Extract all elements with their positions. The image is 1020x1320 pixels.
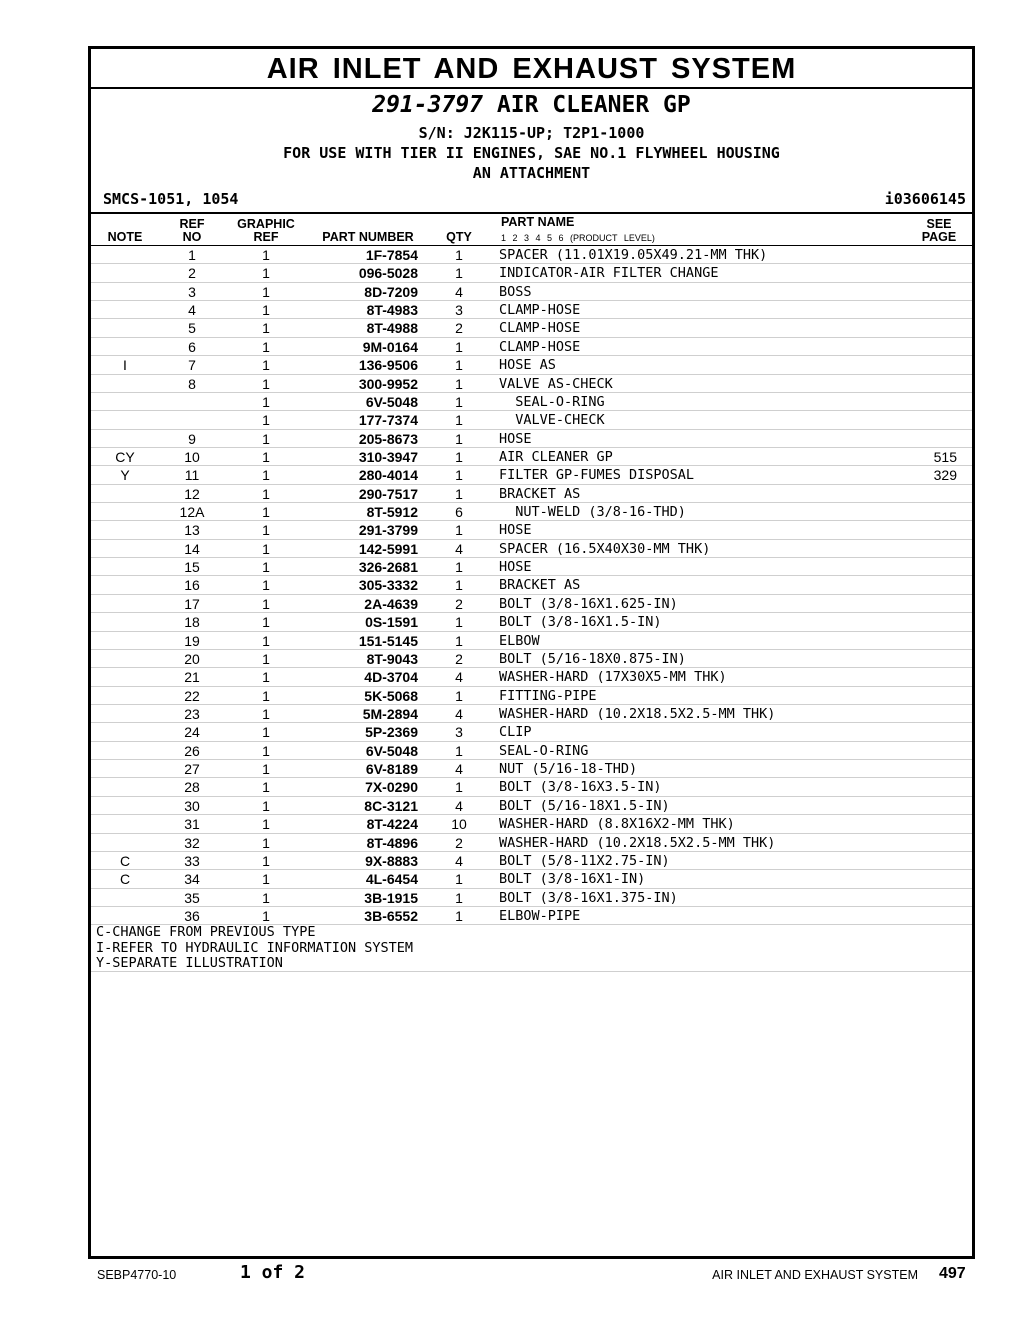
- cell-graphic-ref: 1: [262, 889, 270, 906]
- cell-ref-no: 10: [184, 448, 200, 465]
- cell-part-name: BOLT (3/8-16X3.5-IN): [499, 779, 662, 796]
- illustration-id: i03606145: [884, 190, 966, 208]
- table-row: [91, 411, 972, 429]
- cell-part-name: BOLT (5/8-11X2.75-IN): [499, 852, 670, 869]
- cell-graphic-ref: 1: [262, 907, 270, 924]
- table-row: [91, 723, 972, 741]
- table-row: [91, 448, 972, 466]
- table-row: [91, 650, 972, 668]
- cell-qty: 1: [455, 632, 463, 649]
- table-row: [91, 375, 972, 393]
- cell-part-name: BOLT (5/16-18X1.5-IN): [499, 797, 670, 814]
- cell-graphic-ref: 1: [262, 871, 270, 888]
- cell-graphic-ref: 1: [262, 742, 270, 759]
- cell-part-name: CLAMP-HOSE: [499, 320, 581, 337]
- cell-ref-no: 9: [188, 430, 196, 447]
- cell-qty: 1: [455, 375, 463, 392]
- cell-part-number: 151-5145: [358, 632, 418, 649]
- cell-part-name: SPACER (16.5X40X30-MM THK): [499, 540, 711, 557]
- cell-part-number: 290-7517: [358, 485, 418, 502]
- cell-part-number: 8T-4896: [366, 834, 418, 851]
- cell-qty: 1: [455, 907, 463, 924]
- cell-part-number: 7X-0290: [365, 779, 418, 796]
- table-row: [91, 540, 972, 558]
- cell-part-name: VALVE-CHECK: [499, 412, 605, 429]
- cell-part-number: 177-7374: [358, 412, 418, 429]
- cell-qty: 4: [455, 761, 463, 778]
- cell-part-name: FITTING-PIPE: [499, 687, 597, 704]
- cell-qty: 4: [455, 540, 463, 557]
- cell-part-name: HOSE: [499, 522, 532, 539]
- cell-graphic-ref: 1: [262, 687, 270, 704]
- cell-part-number: 8T-4224: [366, 816, 418, 833]
- cell-graphic-ref: 1: [262, 797, 270, 814]
- cell-graphic-ref: 1: [262, 724, 270, 741]
- cell-qty: 1: [455, 889, 463, 906]
- cell-part-number: 6V-8189: [365, 761, 418, 778]
- cell-qty: 1: [455, 338, 463, 355]
- cell-ref-no: 2: [188, 265, 196, 282]
- table-row: [91, 356, 972, 374]
- col-header-see-page-line2: PAGE: [921, 230, 957, 244]
- group-name: AIR CLEANER GP: [496, 92, 691, 118]
- cell-graphic-ref: 1: [262, 283, 270, 300]
- cell-graphic-ref: 1: [262, 247, 270, 263]
- cell-qty: 4: [455, 797, 463, 814]
- cell-qty: 1: [455, 522, 463, 539]
- table-row: [91, 246, 972, 264]
- col-header-see-page: [909, 218, 969, 244]
- cell-ref-no: 27: [184, 761, 200, 778]
- cell-part-number: 9M-0164: [362, 338, 418, 355]
- cell-ref-no: 23: [184, 705, 200, 722]
- cell-qty: 2: [455, 650, 463, 667]
- cell-part-name: NUT (5/16-18-THD): [499, 761, 638, 778]
- cell-see-page: 515: [933, 448, 957, 465]
- cell-part-number: 136-9506: [358, 357, 418, 374]
- table-row: [91, 834, 972, 852]
- table-row: [91, 668, 972, 686]
- cell-ref-no: 31: [184, 816, 200, 833]
- cell-note: I: [123, 357, 127, 374]
- cell-graphic-ref: 1: [262, 522, 270, 539]
- cell-part-name: BOLT (5/16-18X0.875-IN): [499, 650, 686, 667]
- table-row: [91, 797, 972, 815]
- cell-graphic-ref: 1: [262, 467, 270, 484]
- cell-graphic-ref: 1: [262, 669, 270, 686]
- cell-qty: 6: [455, 504, 463, 521]
- cell-ref-no: 30: [184, 797, 200, 814]
- cell-part-number: 291-3799: [358, 522, 418, 539]
- cell-part-number: 326-2681: [358, 559, 418, 576]
- cell-graphic-ref: 1: [262, 650, 270, 667]
- table-row: [91, 576, 972, 594]
- cell-part-number: 8T-4988: [366, 320, 418, 337]
- table-row: [91, 742, 972, 760]
- cell-note: CY: [115, 448, 135, 465]
- cell-part-number: 8T-5912: [366, 504, 418, 521]
- cell-part-number: 3B-6552: [364, 907, 418, 924]
- col-header-ref-no: [171, 218, 213, 244]
- cell-part-name: BOLT (3/8-16X1.625-IN): [499, 595, 678, 612]
- note-hydraulic: I-REFER TO HYDRAULIC INFORMATION SYSTEM: [96, 939, 413, 956]
- table-row: [91, 319, 972, 337]
- cell-qty: 1: [455, 559, 463, 576]
- col-header-see-page-line1: SEE: [926, 217, 952, 231]
- cell-graphic-ref: 1: [262, 614, 270, 631]
- cell-part-name: SPACER (11.01X19.05X49.21-MM THK): [499, 247, 768, 263]
- cell-part-number: 3B-1915: [364, 889, 418, 906]
- cell-qty: 1: [455, 430, 463, 447]
- serial-number-range: S/N: J2K115-UP; T2P1-1000: [418, 124, 645, 142]
- cell-graphic-ref: 1: [262, 357, 270, 374]
- cell-part-number: 305-3332: [358, 577, 418, 594]
- cell-ref-no: 36: [184, 907, 200, 924]
- footer-doc-number: SEBP4770-10: [97, 1268, 177, 1282]
- header-divider: [91, 212, 972, 214]
- cell-part-number: 6V-5048: [365, 393, 418, 410]
- cell-part-name: SEAL-O-RING: [499, 742, 589, 759]
- cell-part-name: WASHER-HARD (17X30X5-MM THK): [499, 669, 727, 686]
- cell-ref-no: 13: [184, 522, 200, 539]
- cell-graphic-ref: 1: [262, 834, 270, 851]
- cell-qty: 1: [455, 357, 463, 374]
- cell-part-number: 5M-2894: [362, 705, 418, 722]
- table-row: [91, 870, 972, 888]
- table-row: [91, 889, 972, 907]
- cell-qty: 1: [455, 265, 463, 282]
- cell-part-number: 5P-2369: [365, 724, 418, 741]
- cell-part-name: WASHER-HARD (10.2X18.5X2.5-MM THK): [499, 705, 776, 722]
- cell-part-number: 1F-7854: [365, 247, 418, 263]
- footer-section: AIR INLET AND EXHAUST SYSTEM: [712, 1268, 918, 1282]
- cell-graphic-ref: 1: [262, 504, 270, 521]
- cell-qty: 1: [455, 467, 463, 484]
- cell-graphic-ref: 1: [262, 632, 270, 649]
- cell-part-name: WASHER-HARD (8.8X16X2-MM THK): [499, 816, 735, 833]
- cell-graphic-ref: 1: [262, 430, 270, 447]
- cell-part-name: FILTER GP-FUMES DISPOSAL: [499, 467, 695, 484]
- cell-graphic-ref: 1: [262, 302, 270, 319]
- cell-ref-no: 6: [188, 338, 196, 355]
- cell-graphic-ref: 1: [262, 816, 270, 833]
- cell-ref-no: 17: [184, 595, 200, 612]
- table-row: [91, 907, 972, 925]
- cell-qty: 4: [455, 852, 463, 869]
- table-row: [91, 760, 972, 778]
- cell-part-number: 5K-5068: [364, 687, 418, 704]
- cell-part-number: 0S-1591: [365, 614, 418, 631]
- cell-graphic-ref: 1: [262, 485, 270, 502]
- cell-part-name: CLAMP-HOSE: [499, 302, 581, 319]
- cell-part-name: CLIP: [499, 724, 532, 741]
- table-row: [91, 264, 972, 282]
- cell-qty: 3: [455, 724, 463, 741]
- cell-qty: 2: [455, 320, 463, 337]
- cell-qty: 1: [455, 485, 463, 502]
- section-title: AIR INLET AND EXHAUST SYSTEM: [91, 49, 972, 89]
- cell-ref-no: 20: [184, 650, 200, 667]
- cell-part-name: ELBOW-PIPE: [499, 907, 581, 924]
- cell-qty: 2: [455, 595, 463, 612]
- footer-page-number: 497: [939, 1265, 966, 1282]
- footer-page-of: 1 of 2: [240, 1262, 306, 1283]
- cell-part-name: WASHER-HARD (10.2X18.5X2.5-MM THK): [499, 834, 776, 851]
- cell-ref-no: 1: [188, 247, 196, 263]
- cell-qty: 4: [455, 705, 463, 722]
- cell-part-number: 205-8673: [358, 430, 418, 447]
- cell-graphic-ref: 1: [262, 393, 270, 410]
- cell-note: Y: [120, 467, 130, 484]
- note-change: C-CHANGE FROM PREVIOUS TYPE: [96, 924, 316, 940]
- table-row: [91, 778, 972, 796]
- notes-legend: [96, 925, 413, 972]
- cell-note: C: [119, 871, 131, 888]
- cell-ref-no: 19: [184, 632, 200, 649]
- cell-qty: 1: [455, 448, 463, 465]
- cell-part-number: 300-9952: [358, 375, 418, 392]
- table-row: [91, 485, 972, 503]
- cell-qty: 4: [455, 283, 463, 300]
- cell-graphic-ref: 1: [262, 375, 270, 392]
- cell-ref-no: 12A: [179, 504, 205, 521]
- cell-part-name: BOLT (3/8-16X1-IN): [499, 871, 646, 888]
- cell-part-name: INDICATOR-AIR FILTER CHANGE: [499, 265, 719, 282]
- cell-qty: 1: [455, 871, 463, 888]
- attachment-note: AN ATTACHMENT: [472, 164, 591, 182]
- col-header-graphic-ref-line1: GRAPHIC: [237, 217, 295, 231]
- cell-part-number: 310-3947: [358, 448, 418, 465]
- cell-part-number: 6V-5048: [365, 742, 418, 759]
- cell-ref-no: 3: [188, 283, 196, 300]
- cell-ref-no: 16: [184, 577, 200, 594]
- cell-part-name: NUT-WELD (3/8-16-THD): [499, 504, 686, 521]
- col-header-note: NOTE: [107, 230, 143, 244]
- cell-part-number: 2A-4639: [364, 595, 418, 612]
- cell-part-name: HOSE: [499, 430, 532, 447]
- col-header-ref-no-line2: NO: [182, 230, 202, 244]
- cell-part-name: BOLT (3/8-16X1.5-IN): [499, 614, 662, 631]
- table-row: [91, 852, 972, 870]
- cell-graphic-ref: 1: [262, 412, 270, 429]
- cell-ref-no: 28: [184, 779, 200, 796]
- cell-qty: 1: [455, 577, 463, 594]
- cell-graphic-ref: 1: [262, 761, 270, 778]
- cell-ref-no: 33: [184, 852, 200, 869]
- table-row: [91, 632, 972, 650]
- col-header-qty: QTY: [446, 230, 472, 244]
- cell-ref-no: 14: [184, 540, 200, 557]
- cell-graphic-ref: 1: [262, 448, 270, 465]
- col-header-graphic-ref-line2: REF: [253, 230, 279, 244]
- cell-part-name: SEAL-O-RING: [499, 393, 605, 410]
- smcs-code: SMCS-1051, 1054: [103, 190, 239, 208]
- table-row: [91, 430, 972, 448]
- cell-part-name: AIR CLEANER GP: [499, 448, 613, 465]
- parts-table: [91, 246, 972, 925]
- cell-part-name: BRACKET AS: [499, 577, 581, 594]
- col-header-ref-no-line1: REF: [179, 217, 205, 231]
- for-use-note: FOR USE WITH TIER II ENGINES, SAE NO.1 FLYWHEEL HOUSING: [283, 144, 780, 162]
- cell-ref-no: 32: [184, 834, 200, 851]
- cell-part-name: VALVE AS-CHECK: [499, 375, 613, 392]
- cell-qty: 1: [455, 412, 463, 429]
- cell-graphic-ref: 1: [262, 265, 270, 282]
- cell-ref-no: 15: [184, 559, 200, 576]
- table-row: [91, 687, 972, 705]
- cell-graphic-ref: 1: [262, 852, 270, 869]
- cell-graphic-ref: 1: [262, 559, 270, 576]
- cell-ref-no: 12: [184, 485, 200, 502]
- cell-part-name: BOLT (3/8-16X1.375-IN): [499, 889, 678, 906]
- table-row: [91, 338, 972, 356]
- cell-qty: 1: [455, 687, 463, 704]
- cell-ref-no: 35: [184, 889, 200, 906]
- cell-graphic-ref: 1: [262, 577, 270, 594]
- cell-ref-no: 8: [188, 375, 196, 392]
- cell-part-number: 4D-3704: [364, 669, 418, 686]
- cell-ref-no: 11: [184, 467, 200, 484]
- cell-ref-no: 4: [188, 302, 196, 319]
- cell-part-name: ELBOW: [499, 632, 540, 649]
- col-header-product-level: 1 2 3 4 5 6 (PRODUCT LEVEL): [501, 233, 655, 243]
- cell-graphic-ref: 1: [262, 595, 270, 612]
- cell-graphic-ref: 1: [262, 705, 270, 722]
- cell-ref-no: 34: [184, 871, 200, 888]
- cell-part-number: 8D-7209: [364, 283, 418, 300]
- cell-qty: 1: [455, 779, 463, 796]
- cell-graphic-ref: 1: [262, 779, 270, 796]
- cell-part-number: 8C-3121: [364, 797, 418, 814]
- table-row: [91, 595, 972, 613]
- cell-qty: 1: [455, 247, 463, 263]
- col-header-part-number: PART NUMBER: [322, 230, 414, 244]
- cell-part-name: HOSE: [499, 559, 532, 576]
- cell-qty: 4: [455, 669, 463, 686]
- table-row: [91, 283, 972, 301]
- cell-part-number: 096-5028: [358, 265, 418, 282]
- cell-graphic-ref: 1: [262, 320, 270, 337]
- cell-part-number: 142-5991: [358, 540, 418, 557]
- cell-graphic-ref: 1: [262, 540, 270, 557]
- cell-part-number: 4L-6454: [365, 871, 418, 888]
- cell-ref-no: 22: [184, 687, 200, 704]
- cell-note: C: [119, 852, 131, 869]
- cell-ref-no: 24: [184, 724, 200, 741]
- table-row: [91, 393, 972, 411]
- cell-part-name: CLAMP-HOSE: [499, 338, 581, 355]
- cell-part-name: BRACKET AS: [499, 485, 581, 502]
- cell-see-page: 329: [933, 467, 957, 484]
- cell-part-name: BOSS: [499, 283, 532, 300]
- cell-ref-no: 7: [188, 357, 196, 374]
- table-row: [91, 613, 972, 631]
- cell-qty: 2: [455, 834, 463, 851]
- table-row: [91, 705, 972, 723]
- table-row: [91, 301, 972, 319]
- page-frame: [88, 46, 975, 1259]
- cell-part-number: 9X-8883: [365, 852, 418, 869]
- table-row: [91, 521, 972, 539]
- col-header-part-name: PART NAME: [501, 215, 575, 229]
- cell-ref-no: 5: [188, 320, 196, 337]
- cell-graphic-ref: 1: [262, 338, 270, 355]
- table-row: [91, 503, 972, 521]
- table-row: [91, 466, 972, 484]
- note-separate-illustration: Y-SEPARATE ILLUSTRATION: [96, 955, 283, 971]
- cell-ref-no: 26: [184, 742, 200, 759]
- table-row: [91, 558, 972, 576]
- cell-ref-no: 21: [184, 669, 200, 686]
- cell-qty: 1: [455, 614, 463, 631]
- col-header-graphic-ref: [231, 218, 301, 244]
- cell-part-number: 8T-4983: [366, 302, 418, 319]
- cell-qty: 3: [455, 302, 463, 319]
- cell-part-number: 280-4014: [358, 467, 418, 484]
- group-number: 291-3797: [372, 92, 484, 118]
- cell-qty: 1: [455, 393, 463, 410]
- cell-qty: 1: [455, 742, 463, 759]
- cell-ref-no: 18: [184, 614, 200, 631]
- cell-qty: 10: [451, 816, 467, 833]
- cell-part-number: 8T-9043: [366, 650, 418, 667]
- cell-part-name: HOSE AS: [499, 357, 556, 374]
- table-row: [91, 815, 972, 833]
- group-title: [91, 92, 972, 118]
